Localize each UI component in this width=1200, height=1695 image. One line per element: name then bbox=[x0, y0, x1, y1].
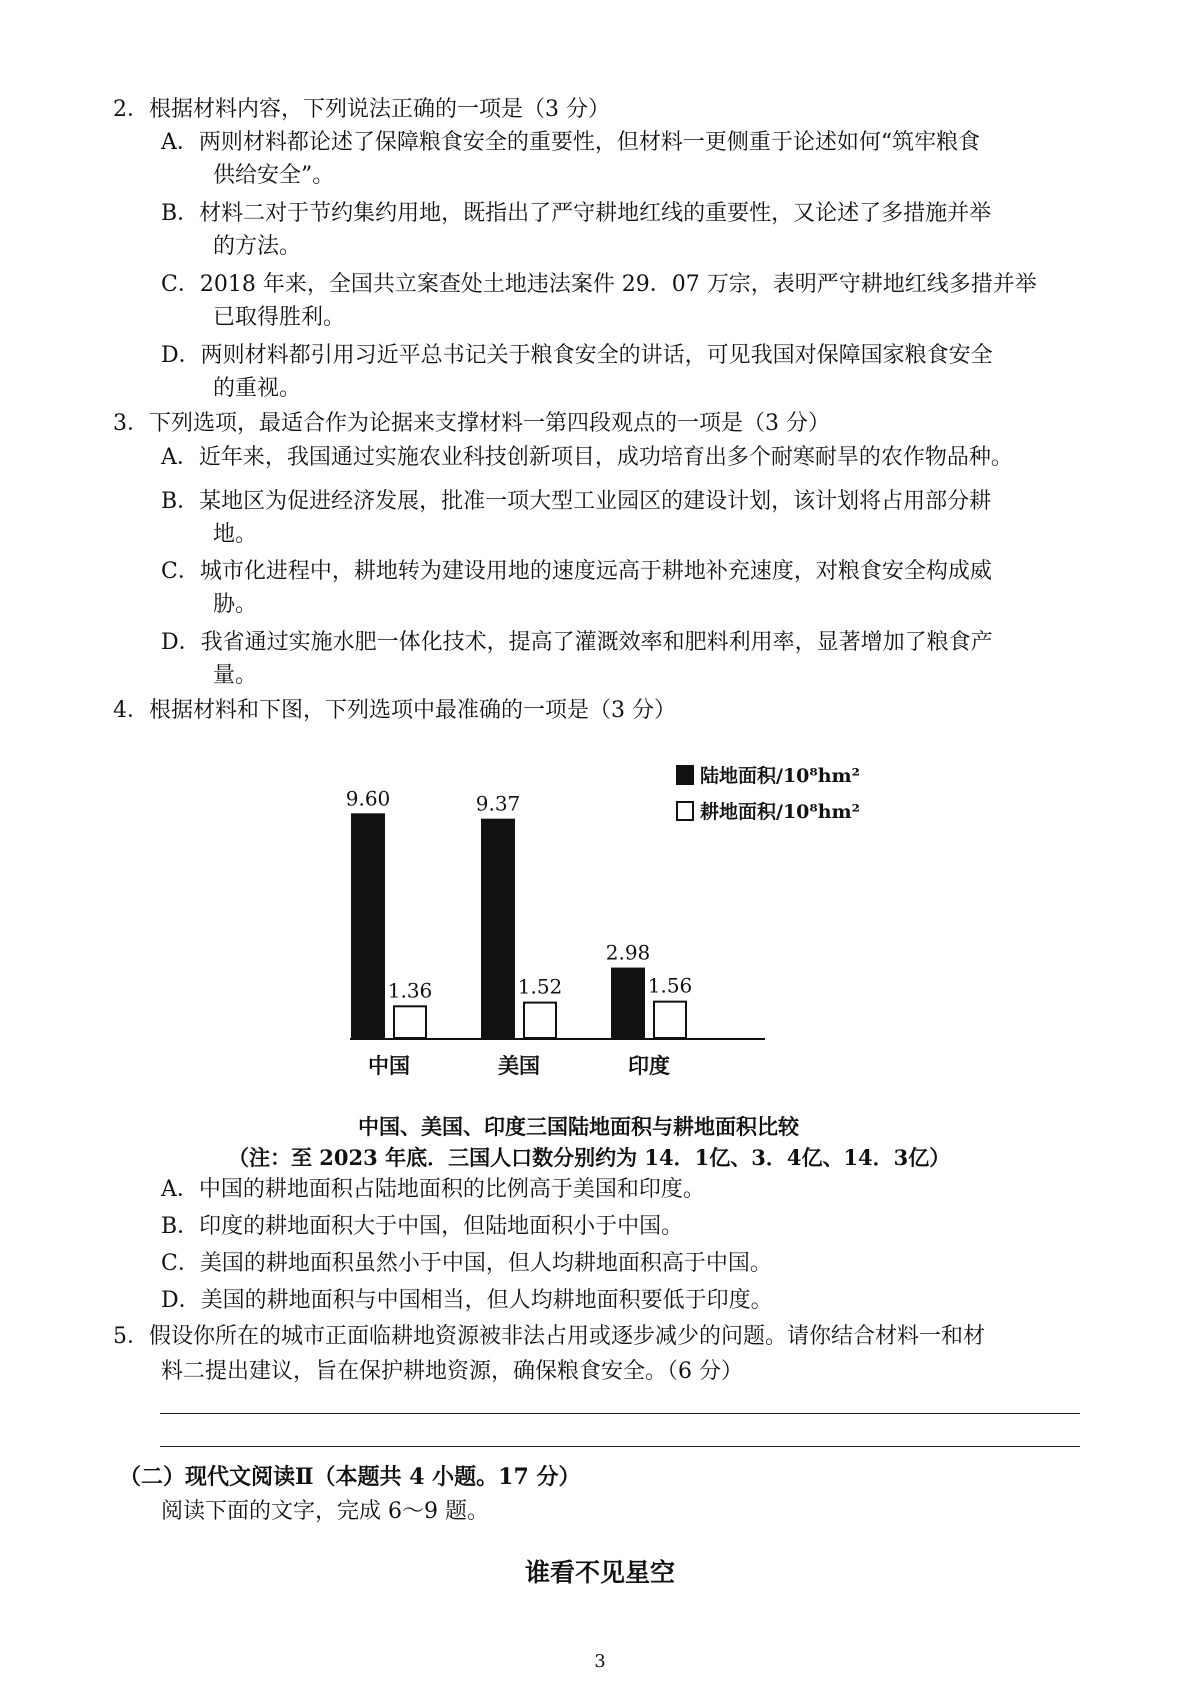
chart-note: （注：至 2023 年底．三国人口数分别约为 14．1亿、3．4亿、14．3亿） bbox=[228, 1145, 951, 1170]
question-4-option-c: C．美国的耕地面积虽然小于中国，但人均耕地面积高于中国。 bbox=[161, 1251, 772, 1276]
question-2-option-a-cont: 供给安全”。 bbox=[213, 163, 335, 188]
question-3-option-b-cont: 地。 bbox=[213, 522, 258, 547]
question-2-option-c-cont: 已取得胜利。 bbox=[213, 305, 346, 330]
question-3-option-c: C．城市化进程中，耕地转为建设用地的速度远高于耕地补充速度，对粮食安全构成威 bbox=[161, 559, 992, 584]
bar-0-1 bbox=[394, 1006, 426, 1038]
question-3-option-a: A．近年来，我国通过实施农业科技创新项目，成功培育出多个耐寒耐旱的农作物品种。 bbox=[161, 445, 1013, 470]
section-heading: （二）现代文阅读Ⅱ（本题共 4 小题。17 分） bbox=[119, 1464, 581, 1490]
bar-1-1 bbox=[524, 1003, 556, 1038]
legend-swatch-1 bbox=[677, 802, 693, 820]
bar-2-1 bbox=[654, 1002, 686, 1038]
question-2-option-b-cont: 的方法。 bbox=[213, 234, 302, 259]
bar-0-0 bbox=[352, 814, 384, 1038]
answer-line-1[interactable] bbox=[160, 1413, 1080, 1414]
question-2-option-d-cont: 的重视。 bbox=[213, 376, 302, 401]
question-2-option-c: C．2018 年来，全国共立案查处土地违法案件 29．07 万宗，表明严守耕地红线多措并举 bbox=[161, 272, 1037, 297]
category-label-0: 中国 bbox=[368, 1053, 410, 1078]
question-3-option-c-cont: 胁。 bbox=[213, 592, 258, 617]
question-2-option-a: A．两则材料都论述了保障粮食安全的重要性，但材料一更侧重于论述如何“筑牢粮食 bbox=[161, 130, 981, 155]
question-3-option-b: B．某地区为促进经济发展，批准一项大型工业园区的建设计划，该计划将占用部分耕 bbox=[161, 489, 992, 514]
question-4-option-d: D．美国的耕地面积与中国相当，但人均耕地面积要低于印度。 bbox=[161, 1288, 773, 1313]
question-3-option-d-cont: 量。 bbox=[213, 663, 258, 688]
data-label-0-1: 1.36 bbox=[387, 978, 433, 1003]
bar-1-0 bbox=[482, 820, 514, 1038]
answer-line-2[interactable] bbox=[160, 1446, 1080, 1447]
legend-swatch-0 bbox=[677, 766, 693, 784]
chart-legend bbox=[677, 764, 860, 823]
legend-label-0: 陆地面积/10⁸hm² bbox=[700, 765, 860, 787]
question-2-stem: 2．根据材料内容，下列说法正确的一项是（3 分） bbox=[113, 97, 610, 122]
data-label-1-1: 1.52 bbox=[517, 974, 563, 999]
question-3-option-d: D．我省通过实施水肥一体化技术，提高了灌溉效率和肥料利用率，显著增加了粮食产 bbox=[161, 630, 993, 655]
question-5-stem-cont: 料二提出建议，旨在保护耕地资源，确保粮食安全。（6 分） bbox=[161, 1359, 743, 1384]
article-title: 谁看不见星空 bbox=[524, 1558, 675, 1587]
chart-title: 中国、美国、印度三国陆地面积与耕地面积比较 bbox=[358, 1114, 799, 1139]
data-label-2-0: 2.98 bbox=[605, 940, 651, 965]
bar-chart bbox=[340, 752, 880, 1082]
chart-bars bbox=[352, 814, 686, 1038]
data-label-1-0: 9.37 bbox=[475, 791, 521, 816]
legend-label-1: 耕地面积/10⁸hm² bbox=[700, 801, 860, 823]
bar-2-0 bbox=[612, 969, 644, 1038]
question-4-option-a: A．中国的耕地面积占陆地面积的比例高于美国和印度。 bbox=[161, 1177, 705, 1202]
section-instruction: 阅读下面的文字，完成 6～9 题。 bbox=[161, 1499, 489, 1524]
question-4-option-b: B．印度的耕地面积大于中国，但陆地面积小于中国。 bbox=[161, 1214, 684, 1239]
category-label-2: 印度 bbox=[628, 1053, 670, 1078]
category-label-1: 美国 bbox=[498, 1053, 540, 1078]
data-label-2-1: 1.56 bbox=[647, 973, 693, 998]
question-5-stem: 5．假设你所在的城市正面临耕地资源被非法占用或逐步减少的问题。请你结合材料一和材 bbox=[113, 1324, 986, 1349]
page-number: 3 bbox=[594, 1651, 606, 1672]
question-3-stem: 3．下列选项，最适合作为论据来支撑材料一第四段观点的一项是（3 分） bbox=[113, 411, 830, 436]
question-2-option-b: B．材料二对于节约集约用地，既指出了严守耕地红线的重要性，又论述了多措施并举 bbox=[161, 201, 992, 226]
question-2-option-d: D．两则材料都引用习近平总书记关于粮食安全的讲话，可见我国对保障国家粮食安全 bbox=[161, 343, 993, 368]
data-label-0-0: 9.60 bbox=[345, 786, 391, 811]
question-4-stem: 4．根据材料和下图，下列选项中最准确的一项是（3 分） bbox=[113, 698, 676, 723]
